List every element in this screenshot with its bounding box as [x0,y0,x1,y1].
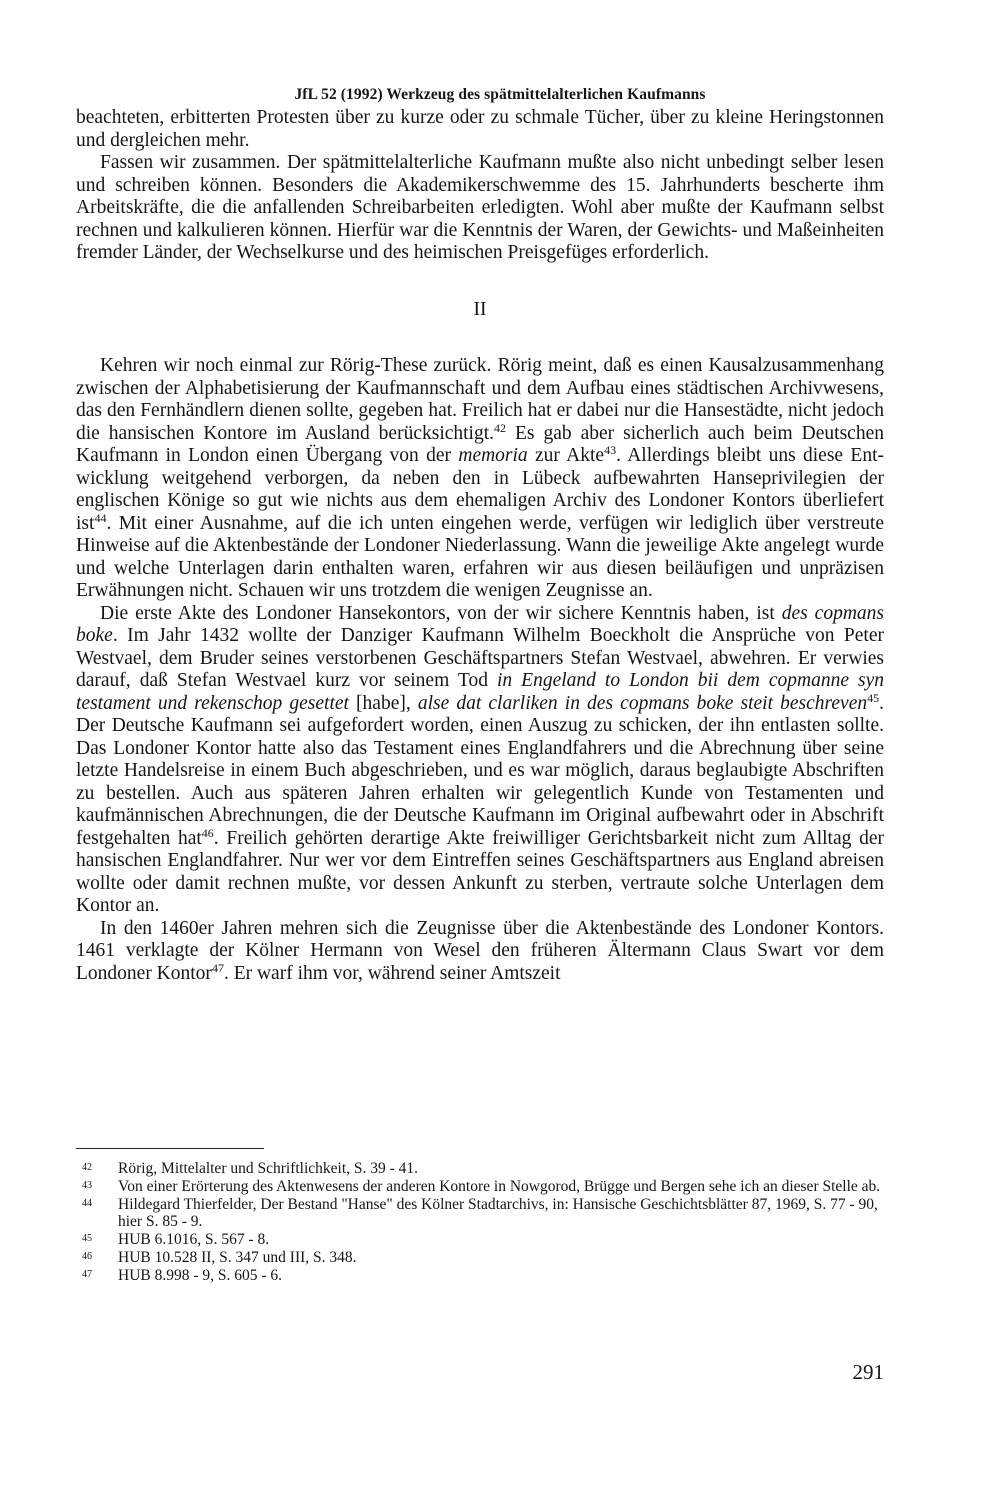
text-run: [habe], [348,692,418,714]
footnote-ref: 45 [867,690,880,705]
page-number: 291 [852,1360,884,1384]
text-run: . Der Deutsche Kaufmann sei aufgefordert worden, einen Auszug zu schicken, der ihn entlasten sollte. Das Londoner Kontor hatte also das Testament eines Englandfahrers und die Abrechnung über seine letzte Handelsreise in einem Buch abgeschrieben, und es war möglich, daraus beglaubigte Abschriften zu bestellen. Auch aus späteren Jahren erhalten wir gelegentlich Kunde von Testamenten und kaufmännischen Abrechnungen, die der Deutsche Kaufmann im Original aufbewahrt oder in Abschrift festgehalten hat [76,692,884,849]
text-run: beachteten, erbitterten Protesten über zu kurze oder zu schmale Tücher, über zu kleine Heringstonnen und dergleichen mehr. [76,107,884,151]
text-run: Fassen wir zusammen. Der spätmittelalterliche Kaufmann mußte also nicht unbedingt selber lesen und schreiben können. Besonders die Akademikerschwemme des 15. Jahrhunderts bescherte ihm Arbeitskräfte, die die anfallenden Schreibarbeiten erledigten. Wohl aber mußte der Kaufmann selbst rechnen und kalkulieren können. Hierfür war die Kenntnis der Waren, der Gewichts- und Maßeinheiten fremder Länder, der Wechselkurse und des heimischen Preisgefüges erforderlich. [76,152,884,263]
text-run: . Im Jahr 1432 wollte der Danziger Kaufmann Wilhelm Boeckholt die Ansprüche von Peter Westvael, dem Bruder seines verstorbenen Geschäftspartners Stefan Westvael, abwehren. Er verwies darauf, daß Stefan Westvael kurz vor seinem Tod [76,625,884,691]
footnote-ref: 42 [494,420,507,435]
footnote-number: 45 [82,1233,92,1244]
paragraph-group-top [76,107,884,265]
footnote [82,1178,884,1195]
footnote-text: Rörig, Mittelalter und Schriftlichkeit, S. 39 - 41. [118,1160,419,1177]
italic-text: in Engeland to London bii dem copmanne syn testament und rekenschop gesettet [76,670,884,714]
footnote [82,1196,884,1230]
footnote-rule [76,1148,264,1149]
text-run: . Allerdings bleibt uns diese Entwicklung weitgehend verborgen, da neben den in Lübeck aufbewahrten Hanseprivilegien der englischen Könige so gut wie nichts aus dem ehemaligen Archiv des Londoner Kontors überliefert ist [76,445,884,534]
footnote-ref: 43 [604,443,617,457]
footnotes [82,1160,884,1285]
paragraph [76,152,884,265]
footnote-number: 47 [82,1269,92,1280]
paragraph [76,107,884,152]
footnote-number: 46 [82,1251,92,1262]
text-run: In den 1460er Jahren mehren sich die Zeugnisse über die Aktenbestände des Londoner Kontors. 1461 verklagte der Kölner Hermann von Wesel den früheren Ältermann Claus Swart vor dem Londoner Kontor [76,917,884,984]
paragraph [76,603,884,918]
paragraph-group-main [76,355,884,985]
footnote-text: Hildegard Thierfelder, Der Bestand "Hanse" des Kölner Stadtarchivs, in: Hansische Geschichtsblätter 87, 1969, S. 77 - 90, hier S. 85 - 9. [118,1196,878,1230]
footnote-number: 43 [82,1180,92,1191]
text-run: . Mit einer Ausnahme, auf die ich unten eingehen werde, verfügen wir lediglich über verstreute Hinweise auf die Aktenbestände der Londoner Niederlassung. Wann die jeweilige Akte angelegt wurde und welche Unterlagen darin enthalten waren, erfahren wir aus diesen beiläufigen und unpräzisen Erwähnungen nicht. Schauen wir uns trotzdem die wenigen Zeugnisse an. [76,512,884,601]
text-run: zur Akte [527,445,605,466]
footnote-text: HUB 6.1016, S. 567 - 8. [118,1231,270,1248]
footnote-ref: 47 [211,960,224,975]
text-run: . Er warf ihm vor, während seiner Amtszeit [223,962,561,984]
footnote [82,1160,884,1177]
text-run: Die erste Akte des Londoner Hansekontors, von der wir sichere Kenntnis haben, ist [100,602,782,624]
footnote-text: HUB 10.528 II, S. 347 und III, S. 348. [118,1249,357,1266]
italic-text: memoria [458,445,528,466]
text-run: . Freilich gehörten derartige Akte freiwilliger Gerichtsbarkeit nicht zum Alltag der hansischen Englandfahrer. Nur wer vor dem Eintreffen seines Geschäftspartners aus England abreisen wollte oder damit rechnen mußte, vor dessen Ankunft zu sterben, vertraute solche Unterlagen dem Kontor an. [76,827,884,916]
italic-text: des copmans boke [76,602,884,646]
paragraph [76,918,884,986]
text-run: Kehren wir noch einmal zur Rörig-These zurück. Rörig meint, daß es einen Kausalzusammenhang zwischen der Alphabetisierung der Kaufmannschaft und dem Aufbau eines städtischen Archivwesens, das den Fernhändlern dienen sollte, gegeben hat. Freilich hat er dabei nur die Hansestädte, nicht jedoch die hansischen Kontore im Ausland berücksichtigt. [76,355,884,444]
footnote [82,1267,884,1284]
section-heading: II [473,298,487,320]
footnote-ref: 44 [94,510,107,525]
footnote [82,1231,884,1248]
footnote [82,1249,884,1266]
paragraph [76,355,884,603]
footnote-text: HUB 8.998 - 9, S. 605 - 6. [118,1267,283,1284]
footnote-ref: 46 [201,825,214,840]
footnote-number: 42 [82,1162,92,1173]
footnote-number: 44 [82,1198,92,1209]
running-head: JfL 52 (1992) Werkzeug des spätmittelalterlichen Kaufmanns [294,86,706,103]
body-text [76,107,884,985]
text-run: Es gab aber sicherlich auch beim Deutschen Kaufmann in London einen Übergang von der [76,422,884,466]
footnote-text: Von einer Erörterung des Aktenwesens der anderen Kontore in Nowgorod, Brügge und Bergen sehe ich an dieser Stelle ab. [118,1178,881,1195]
italic-text: alse dat clarliken in des copmans boke steit beschreven [417,692,868,714]
